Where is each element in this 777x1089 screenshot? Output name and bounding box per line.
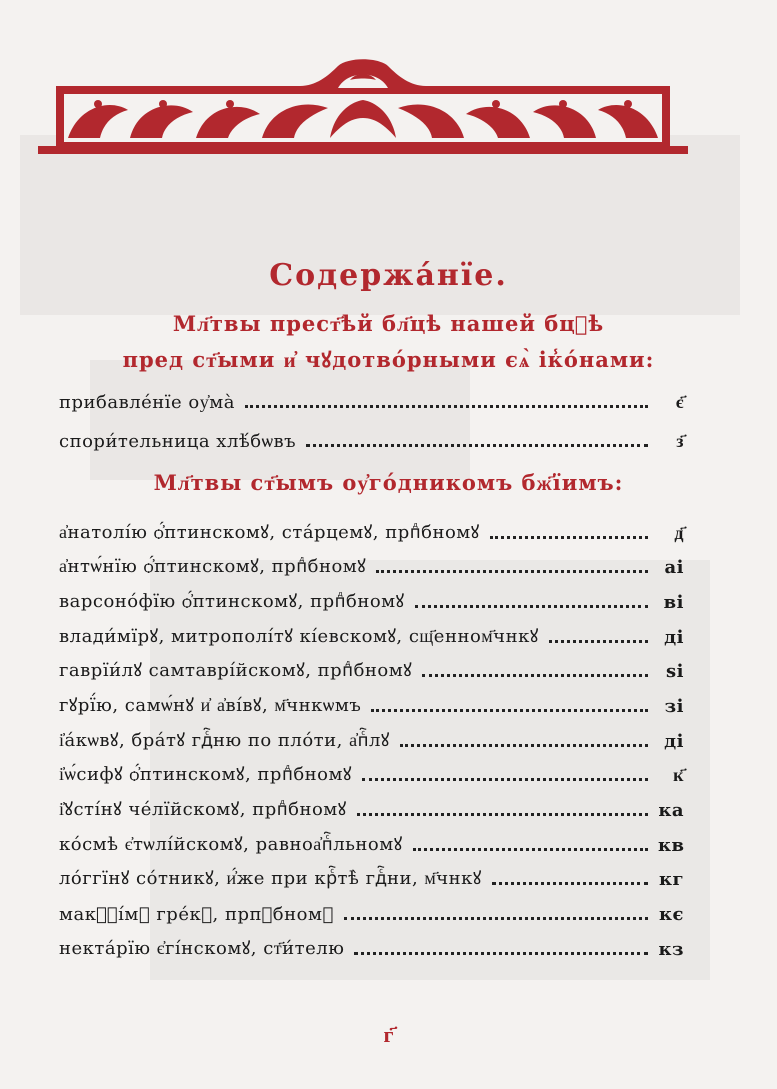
toc-entry-page: ві [663, 592, 684, 613]
toc-entry-title: ко́смѣ є҆тѡлі́йскомꙋ, равноа҆пⷭ҇льномꙋ [59, 834, 403, 855]
toc-entry[interactable] [59, 826, 684, 856]
toc-entry-title: прибавле́нїе оу҆ма̀ [59, 392, 236, 413]
toc-entry-title: макⷭ҇і́мꙋ гре́кꙋ, прпⷣбномꙋ [59, 904, 334, 925]
toc-entry[interactable] [59, 930, 684, 960]
dot-leader [413, 848, 648, 851]
toc-entry-page: ді [664, 627, 684, 648]
floral-headpiece-ornament [38, 58, 688, 158]
toc-entry-title: і҆ꙋсті́нꙋ че́лїйскомꙋ, прпⷣбномꙋ [59, 799, 347, 820]
dot-leader [415, 605, 648, 608]
toc-entry[interactable] [59, 652, 684, 682]
toc-entry-title: і҆а́кѡвꙋ, бра́тꙋ гдⷭ҇ню по пло́ти, а҆пⷭ҇лꙋ [59, 730, 390, 751]
toc-entry-title: некта́рїю є҆гі́нскомꙋ, ст҃и́телю [59, 938, 345, 959]
toc-entry-title: гꙋрї́ю, самѡ́нꙋ и҆ а҆ві́вꙋ, м҃чнкѡмъ [59, 695, 362, 716]
toc-entry-title: гаврїи́лꙋ самтаврі́йскомꙋ, прпⷣбномꙋ [59, 660, 413, 681]
toc-entry-page: кг [658, 869, 684, 890]
toc-entry-page: кє [659, 904, 684, 925]
toc-entry[interactable] [59, 422, 684, 452]
toc-entry-page: ѕі [666, 661, 684, 682]
toc-entry-page: ка [658, 800, 684, 821]
toc-entry-title: спори́тельница хлѣ́бѡвъ [59, 431, 297, 452]
dot-leader [306, 444, 648, 447]
dot-leader [400, 744, 648, 747]
toc-entry[interactable] [59, 514, 684, 544]
toc-entry[interactable] [59, 687, 684, 717]
dot-leader [357, 813, 648, 816]
dot-leader [354, 952, 648, 955]
section-heading-theotokos-line2: пред ст҃ыми и҆ чꙋдотво́рными єѧ̀ ік̾о́нами: [122, 347, 655, 372]
toc-entry-page: к҃ [673, 765, 684, 786]
toc-entry-page: кв [658, 835, 685, 856]
toc-entry-title: а҆нтѡ́нїю ѻ҆́птинскомꙋ, прпⷣбномꙋ [59, 556, 367, 577]
toc-entry[interactable] [59, 618, 684, 648]
toc-entry[interactable] [59, 722, 684, 752]
toc-entry-page: ді [664, 731, 684, 752]
dot-leader [422, 674, 648, 677]
toc-entry[interactable] [59, 895, 684, 925]
section-heading-theotokos-line1: Мл҃твы прест҃ѣй бл҃цѣ нашей бцⷣѣ [172, 311, 605, 336]
toc-entry-page: зі [664, 696, 684, 717]
folio-page-number: г҃ [383, 1022, 394, 1048]
dot-leader [549, 640, 648, 643]
contents-title: Содержа́нїе. [269, 258, 508, 293]
toc-entry[interactable] [59, 548, 684, 578]
dot-leader [371, 709, 648, 712]
toc-entry-title: варсоно́фїю ѻ҆́птинскомꙋ, прпⷣбномꙋ [59, 591, 405, 612]
toc-entry-page: кз [658, 939, 684, 960]
toc-entry[interactable] [59, 383, 684, 413]
toc-entry[interactable] [59, 860, 684, 890]
dot-leader [362, 778, 648, 781]
toc-entry-page: д҃ [674, 523, 684, 544]
toc-entry[interactable] [59, 756, 684, 786]
toc-entry-page: з҃ [676, 431, 684, 452]
dot-leader [376, 570, 648, 573]
dot-leader [344, 917, 648, 920]
section-heading-saints: Мл҃твы ст҃ымъ оу҆го́дникомъ бж҃їимъ: [153, 470, 624, 495]
toc-entry[interactable] [59, 791, 684, 821]
toc-entry-title: влади́мїрꙋ, митрополі́тꙋ кі́евскомꙋ, сщ҃енном҃чнкꙋ [59, 626, 539, 647]
toc-entry-page: аі [664, 557, 684, 578]
toc-entry-title: а҆натолі́ю ѻ҆́птинскомꙋ, ста́рцемꙋ, прпⷣбномꙋ [59, 522, 480, 543]
toc-entry[interactable] [59, 583, 684, 613]
toc-entry-page: є҃ [675, 392, 684, 413]
toc-entry-title: ло́ггїнꙋ со́тникꙋ, и҆́же при крⷭ҇тѣ̀ гдⷭ҇ни, м҃чнкꙋ [59, 868, 482, 889]
toc-entry-title: і҆ѡ́сифꙋ ѻ҆́птинскомꙋ, прпⷣбномꙋ [59, 764, 352, 785]
dot-leader [490, 536, 648, 539]
dot-leader [245, 405, 648, 408]
dot-leader [492, 882, 648, 885]
